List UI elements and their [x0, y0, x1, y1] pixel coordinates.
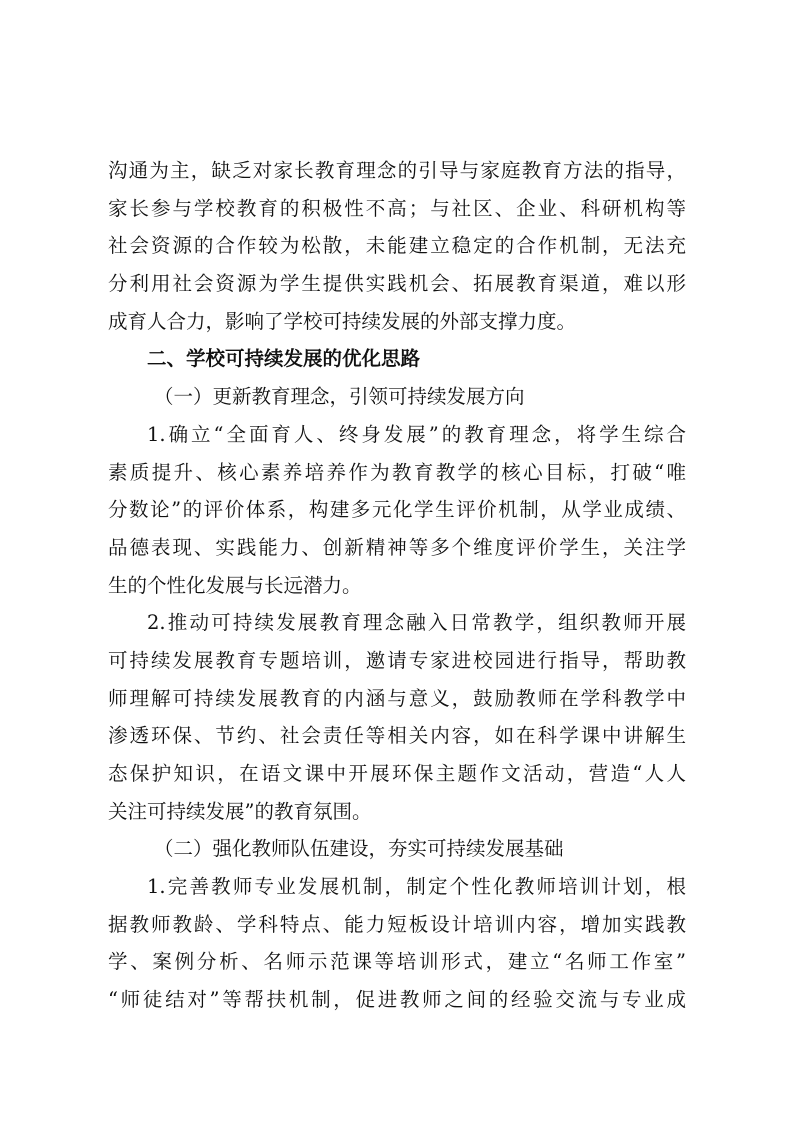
section-heading: 二、学校可持续发展的优化思路 — [147, 347, 421, 371]
body-text-line: 2.推动可持续发展教育理念融入日常教学，组织教师开展 — [147, 611, 686, 635]
body-text-line: 1.完善教师专业发展机制，制定个性化教师培训计划，根 — [147, 875, 686, 899]
document-body — [108, 152, 686, 1019]
body-text-line: 分数论”的评价体系，构建多元化学生评价机制，从学业成绩、 — [108, 498, 686, 522]
body-text-line: 师理解可持续发展教育的内涵与意义，鼓励教师在学科教学中 — [108, 686, 686, 710]
body-text-line: 素质提升、核心素养培养作为教育教学的核心目标，打破“唯 — [108, 460, 686, 484]
body-text-line: 分利用社会资源为学生提供实践机会、拓展教育渠道，难以形 — [108, 272, 686, 296]
subsection-heading: （一）更新教育理念，引领可持续发展方向 — [154, 385, 525, 409]
body-text-line: 家长参与学校教育的积极性不高；与社区、企业、科研机构等 — [108, 196, 686, 220]
body-text-line: 态保护知识，在语文课中开展环保主题作文活动，营造“人人 — [108, 762, 686, 785]
body-text-line: 社会资源的合作较为松散，未能建立稳定的合作机制，无法充 — [108, 234, 686, 258]
body-text-line: 沟通为主，缺乏对家长教育理念的引导与家庭教育方法的指导， — [108, 159, 686, 182]
body-text-line: 据教师教龄、学科特点、能力短板设计培训内容，增加实践教 — [108, 912, 686, 936]
body-text-line: 品德表现、实践能力、创新精神等多个维度评价学生，关注学 — [108, 535, 686, 559]
subsection-heading: （二）强化教师队伍建设，夯实可持续发展基础 — [154, 837, 564, 861]
body-text-line: 1.确立“全面育人、终身发展”的教育理念，将学生综合 — [147, 422, 686, 446]
body-text-line: 成育人合力，影响了学校可持续发展的外部支撑力度。 — [108, 309, 577, 333]
body-text-line: 可持续发展教育专题培训，邀请专家进校园进行指导，帮助教 — [108, 648, 686, 672]
body-text-line: “师徒结对”等帮扶机制，促进教师之间的经验交流与专业成 — [108, 988, 686, 1012]
body-text-line: 生的个性化发展与长远潜力。 — [108, 573, 362, 597]
body-text-line: 关注可持续发展”的教育氛围。 — [108, 799, 372, 823]
body-text-line: 渗透环保、节约、社会责任等相关内容，如在科学课中讲解生 — [108, 724, 686, 748]
body-text-line: 学、案例分析、名师示范课等培训形式，建立“名师工作室” — [108, 950, 686, 974]
